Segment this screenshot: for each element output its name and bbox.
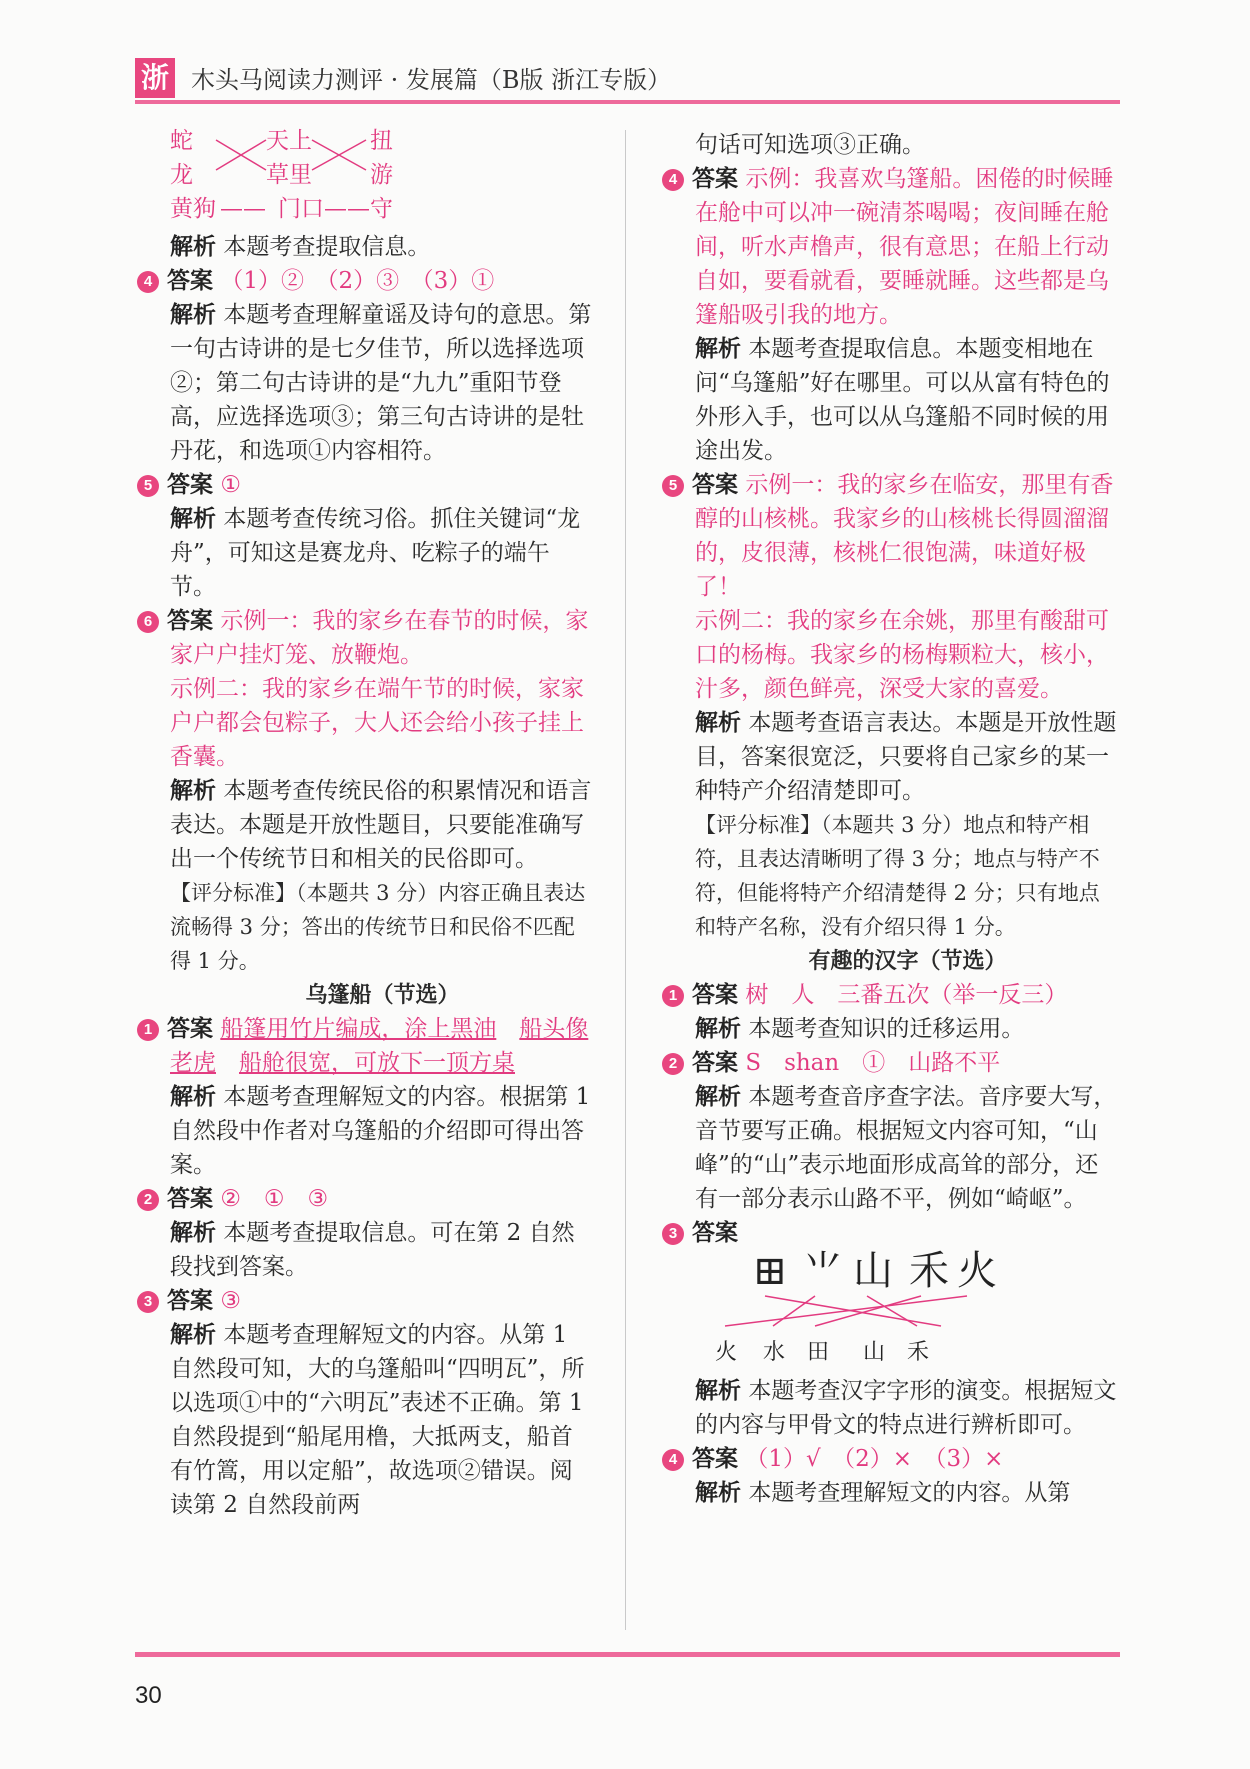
s2q4-number: 4 [662,1449,684,1471]
s1q3-answer: ③ [220,1288,241,1314]
oracle-glyph-shan: 山 [853,1248,893,1294]
answer-label: 答案 [167,1015,213,1042]
s1q1-analysis: 本题考查理解短文的内容。根据第 1 自然段中作者对乌篷船的介绍即可得出答案。 [170,1084,591,1178]
oracle-glyph-he: 禾 [909,1248,949,1294]
s1q5-number: 5 [662,475,684,497]
match-left-2: 龙 [170,162,193,188]
match-dash-2: —— [324,196,370,222]
oracle-char-5: 禾 [907,1340,930,1365]
analysis-label: 解析 [170,1219,216,1246]
book-title: 木头马阅读力测评 · 发展篇（B版 浙江专版） [191,66,672,94]
s1q5-scoring: 【评分标准】（本题共 3 分）地点和特产相符，且表达清晰明了得 3 分；地点与特产不符，但能将特产介绍清楚得 2 分；只有地点和特产名称，没有介绍只得 1 分。 [695,813,1100,939]
right-column [668,128,1120,1510]
q4-analysis: 本题考查理解童谣及诗句的意思。第一句古诗讲的是七夕佳节，所以选择选项②；第二句古诗讲的是“九九”重阳节登高，应选择选项③；第三句古诗讲的是牡丹花，和选项①内容相符。 [170,302,592,464]
s2q1-answer: 树 人 三番五次（举一反三） [745,982,1068,1008]
oracle-char-2: 水 [763,1340,786,1365]
match-right-3: 守 [370,196,393,222]
s2q2-answer: S shan ① 山路不平 [745,1050,1001,1076]
match-left-1: 蛇 [170,128,193,154]
answer-label: 答案 [692,1445,738,1472]
s1q4-number: 4 [662,169,684,191]
answer-label: 答案 [167,607,213,634]
answer-label: 答案 [692,1049,738,1076]
q4-answer: （1）② （2）③ （3）① [220,268,495,294]
bottom-rule [135,1652,1120,1657]
analysis-label: 解析 [695,1377,741,1404]
s2q3-analysis: 本题考查汉字字形的演变。根据短文的内容与甲骨文的特点进行辨析即可。 [695,1378,1117,1438]
section-title-wupengchuan: 乌篷船（节选） [305,982,460,1007]
column-divider [625,130,626,1630]
analysis-label: 解析 [695,709,741,736]
match-mid-3: 门口 [278,196,324,222]
s1q3-number: 3 [137,1291,159,1313]
oracle-glyph-shui: ⺌ [803,1248,843,1294]
q5-analysis: 本题考查传统习俗。抓住关键词“龙舟”，可知这是赛龙舟、吃粽子的端午节。 [170,506,581,600]
oracle-bone-matching [695,1248,1120,1374]
s2q2-number: 2 [662,1053,684,1075]
top-rule [135,100,1120,104]
oracle-glyph-huo: 火 [957,1248,997,1294]
answer-label: 答案 [167,1287,213,1314]
match-left-3: 黄狗 [170,196,216,222]
analysis-label: 解析 [695,335,741,362]
q5-answer: ① [220,472,241,498]
section-title-youqu-hanzi: 有趣的汉字（节选） [808,948,1007,973]
match-right-2: 游 [370,162,393,188]
matching-answer [170,128,595,230]
analysis-label: 解析 [170,1083,216,1110]
s1q4-analysis: 本题考查提取信息。本题变相地在问“乌篷船”好在哪里。可以从富有特色的外形入手，也可以从乌篷船不同时候的用途出发。 [695,336,1110,464]
q5-number: 5 [137,475,159,497]
q6-scoring: 【评分标准】（本题共 3 分）内容正确且表达流畅得 3 分；答出的传统节日和民俗不匹配得 1 分。 [170,881,586,973]
s1q5-analysis: 本题考查语言表达。本题是开放性题目，答案很宽泛，只要将自己家乡的某一种特产介绍清楚即可。 [695,710,1117,804]
oracle-char-1: 火 [715,1340,738,1365]
s2q4-analysis: 本题考查理解短文的内容。从第 [748,1480,1071,1506]
oracle-glyph-tian: ⊞ [753,1248,787,1294]
oracle-char-3: 田 [807,1340,830,1365]
match-mid-2: 草里 [266,162,312,188]
analysis-label: 解析 [170,1321,216,1348]
analysis-label: 解析 [695,1479,741,1506]
answer-label: 答案 [692,981,738,1008]
oracle-matching-lines [695,1248,997,1344]
answer-label: 答案 [167,1185,213,1212]
analysis-label: 解析 [695,1083,741,1110]
s1q5-answer-1: 示例一：我的家乡在临安，那里有香醇的山核桃。我家乡的山核桃长得圆溜溜的，皮很薄，核桃仁很饱满，味道好极了！ [695,472,1114,600]
analysis-label: 解析 [170,233,216,260]
q3-analysis: 本题考查提取信息。 [223,234,431,260]
s1q2-analysis: 本题考查提取信息。可在第 2 自然段找到答案。 [170,1220,575,1280]
s2q1-analysis: 本题考查知识的迁移运用。 [748,1016,1025,1042]
analysis-label: 解析 [170,301,216,328]
q6-number: 6 [137,611,159,633]
analysis-label: 解析 [170,505,216,532]
q6-answer-2: 示例二：我的家乡在端午节的时候，家家户户都会包粽子，大人还会给小孩子挂上香囊。 [170,676,584,770]
zhe-badge: 浙 [135,58,175,98]
oracle-char-4: 山 [863,1340,886,1365]
s1q5-answer-2: 示例二：我的家乡在余姚，那里有酸甜可口的杨梅。我家乡的杨梅颗粒大，核小，汁多，颜色鲜亮，深受大家的喜爱。 [695,608,1109,702]
s1q3-continued: 句话可知选项③正确。 [695,132,925,158]
s1q4-answer: 示例：我喜欢乌篷船。困倦的时候睡在舱中可以冲一碗清茶喝喝；夜间睡在舱间，听水声橹声，很有意思；在船上行动自如，要看就看，要睡就睡。这些都是乌篷船吸引我的地方。 [695,166,1114,328]
s1q1-number: 1 [137,1019,159,1041]
s2q1-number: 1 [662,985,684,1007]
s1q3-analysis: 本题考查理解短文的内容。从第 1 自然段可知，大的乌篷船叫“四明瓦”，所以选项①中的“六明瓦”表述不正确。第 1 自然段提到“船尾用橹，大抵两支，船首有竹篙，用以定船”，故选项②错误。阅读第 2 自然段前两 [170,1322,585,1518]
match-dash-1: —— [220,196,266,222]
s2q4-answer: （1）√ （2）× （3）× [745,1446,1004,1472]
left-column [143,128,595,1522]
s2q3-number: 3 [662,1223,684,1245]
match-mid-1: 天上 [266,128,312,154]
answer-label: 答案 [692,1219,738,1246]
q6-analysis: 本题考查传统民俗的积累情况和语言表达。本题是开放性题目，只要能准确写出一个传统节日和相关的民俗即可。 [170,778,592,872]
match-right-1: 扭 [370,128,393,154]
analysis-label: 解析 [170,777,216,804]
header [135,56,1120,106]
answer-label: 答案 [167,471,213,498]
q6-answer-1: 示例一：我的家乡在春节的时候，家家户户挂灯笼、放鞭炮。 [170,608,589,668]
page-number: 30 [135,1682,162,1709]
answer-label: 答案 [167,267,213,294]
s2q2-analysis: 本题考查音序查字法。音序要大写，音节要写正确。根据短文内容可知，“山峰”的“山”表示地面形成高耸的部分，还有一部分表示山路不平，例如“崎岖”。 [695,1084,1117,1212]
s1q2-answer: ② ① ③ [220,1186,329,1212]
s1q1-answer-b: 船头像老虎 [170,1016,589,1076]
s1q1-answer-c: 船舱很宽，可放下一顶方桌 [239,1050,515,1076]
q4-number: 4 [137,271,159,293]
answer-label: 答案 [692,471,738,498]
s1q2-number: 2 [137,1189,159,1211]
answer-label: 答案 [692,165,738,192]
s1q1-answer-a: 船篷用竹片编成，涂上黑油 [220,1016,497,1042]
analysis-label: 解析 [695,1015,741,1042]
